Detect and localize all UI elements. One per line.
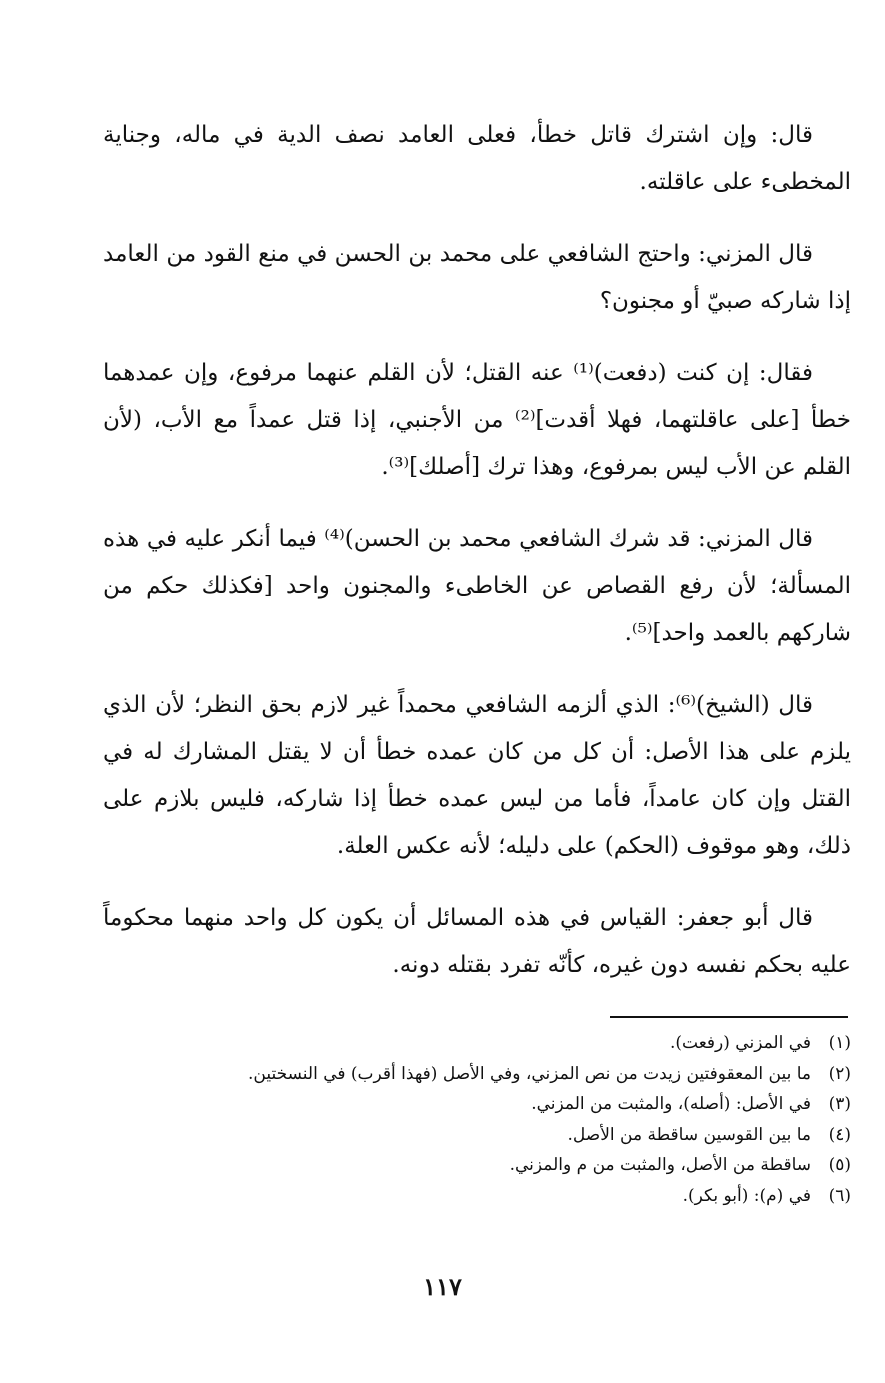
footnote: [103, 1150, 851, 1181]
footnote-number: (٤): [828, 1124, 851, 1145]
footnote-text: ما بين القوسين ساقطة من الأصل.: [567, 1124, 811, 1145]
footnote: [103, 1028, 851, 1059]
footnote-number: (١): [828, 1033, 851, 1053]
footnote-number: (٦): [828, 1185, 851, 1206]
paragraph: قال أبو جعفر: القياس في هذه المسائل أن يكون كل واحد منهما محكوماً عليه بحكم نفسه دون غيره، كأنّه تفرد بقتله دونه.: [103, 905, 851, 978]
footnote-divider: [610, 1016, 848, 1018]
paragraph: قال المزني: واحتج الشافعي على محمد بن الحسن في منع القود من العامد إذا شاركه صبيّ أو مجنون؟: [103, 241, 851, 314]
footnote-text: في (م): (أبو بكر).: [682, 1185, 811, 1206]
footnotes: [103, 1028, 851, 1211]
footnote: [103, 1089, 851, 1120]
footnote: [103, 1059, 851, 1090]
paragraph: قال (الشيخ)⁽⁶⁾: الذي ألزمه الشافعي محمداً غير لازم بحق النظر؛ لأن الذي يلزم على هذا الأصل: أن كل من كان عمده خطأ أن لا يقتل المشارك له في القتل وإن كان عامداً، فأما من ليس عمده خطأ إذا شاركه، فليس بلازم على ذلك، وهو موقوف (الحكم) على دليله؛ لأنه عكس العلة.: [103, 692, 851, 859]
footnote-number: (٥): [828, 1155, 851, 1175]
footnote-text: ما بين المعقوفتين زيدت من نص المزني، وفي الأصل (فهذا أقرب) في النسختين.: [248, 1063, 811, 1084]
paragraph: قال: وإن اشترك قاتل خطأ، فعلى العامد نصف الدية في ماله، وجناية المخطىء على عاقلته.: [103, 122, 851, 195]
paragraph: فقال: إن كنت (دفعت)⁽¹⁾ عنه القتل؛ لأن القلم عنهما مرفوع، وإن عمدهما خطأ [على عاقلتهما، فهلا أقدت]⁽²⁾ من الأجنبي، إذا قتل عمداً مع الأب، (لأن القلم عن الأب ليس بمرفوع، وهذا ترك [أصلك]⁽³⁾.: [103, 360, 852, 480]
main-text: [103, 112, 851, 1014]
footnote-text: في المزني (رفعت).: [669, 1033, 811, 1053]
paragraph: قال المزني: قد شرك الشافعي محمد بن الحسن)⁽⁴⁾ فيما أنكر عليه في هذه المسألة؛ لأن رفع القصاص عن الخاطىء والمجنون واحد [فكذلك حكم من شاركهم بالعمد واحد]⁽⁵⁾.: [103, 526, 851, 646]
footnote-text: في الأصل: (أصله)، والمثبت من المزني.: [531, 1094, 811, 1114]
footnote-number: (٢): [828, 1063, 851, 1084]
footnote-number: (٣): [828, 1094, 851, 1114]
footnote-text: ساقطة من الأصل، والمثبت من م والمزني.: [509, 1155, 811, 1175]
page-number: ١١٧: [423, 1272, 462, 1301]
footnote: [103, 1120, 851, 1151]
footnote: [103, 1181, 851, 1212]
